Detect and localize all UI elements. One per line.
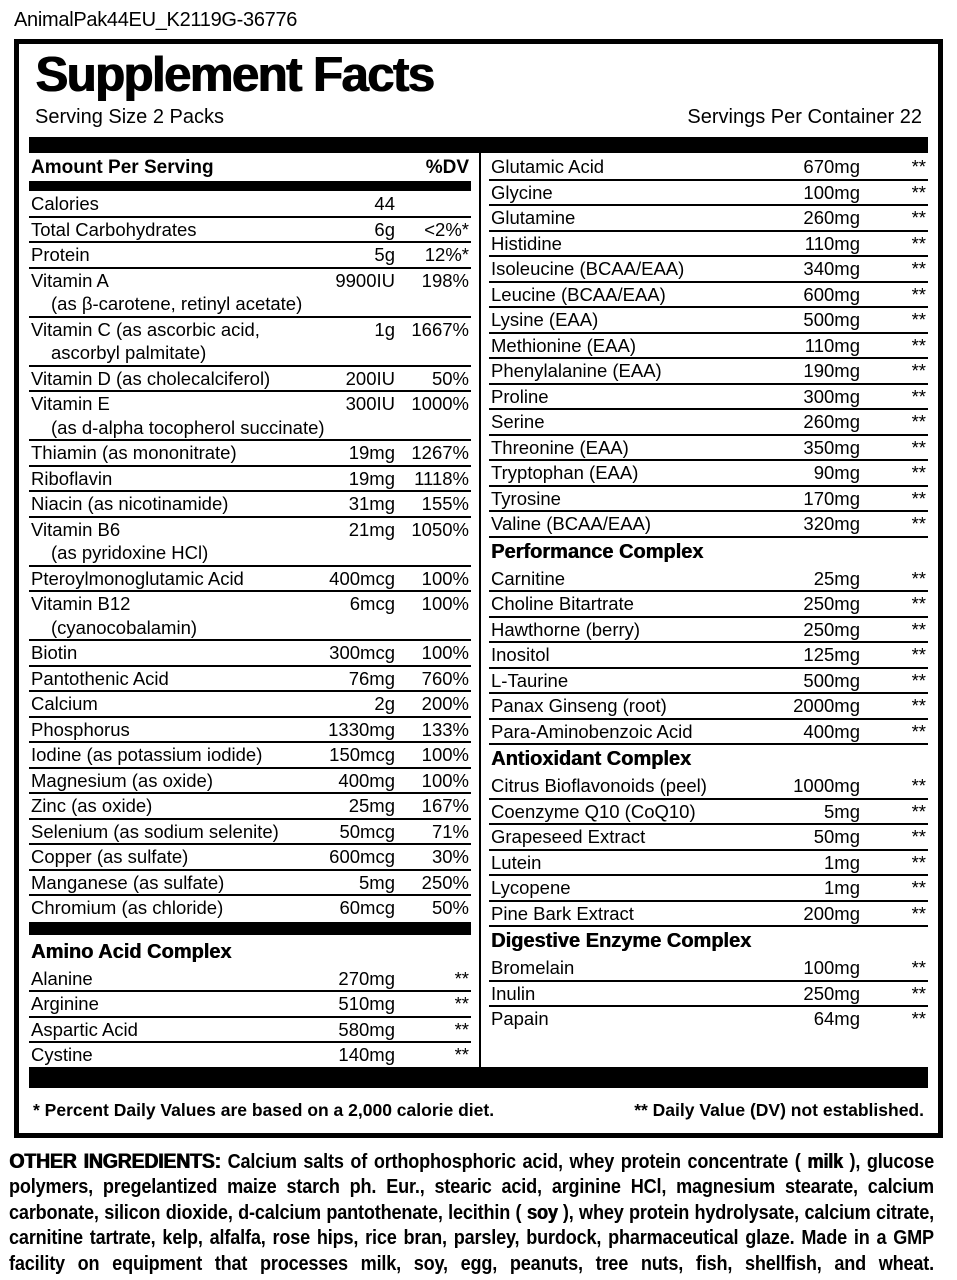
nutrient-dv: 1050% <box>411 518 469 540</box>
nutrient-name: Pantothenic Acid <box>31 667 169 689</box>
nutrient-row <box>489 980 928 1006</box>
nutrient-dv: ** <box>911 360 926 381</box>
nutrient-amount: 31mg <box>348 493 395 514</box>
nutrient-amount: 6mcg <box>349 593 395 614</box>
footnote-not-established: ** Daily Value (DV) not established. <box>634 1099 924 1120</box>
nutrient-amount: 76mg <box>348 667 395 689</box>
nutrient-dv: 100% <box>421 567 469 589</box>
nutrient-amount: 200IU <box>345 367 395 389</box>
nutrient-name: Phenylalanine (EAA) <box>491 360 662 381</box>
nutrient-dv: 1667% <box>411 318 469 340</box>
nutrient-dv: ** <box>911 902 926 924</box>
nutrient-amount: 300mg <box>803 385 860 407</box>
nutrient-name: Isoleucine (BCAA/EAA) <box>491 258 685 279</box>
nutrient-amount: 25mg <box>813 567 860 589</box>
nutrient-row <box>29 818 471 844</box>
nutrient-amount: 9900IU <box>335 269 395 291</box>
nutrient-row <box>489 204 928 230</box>
nutrient-dv: ** <box>454 967 469 989</box>
nutrient-subname: (cyanocobalamin) <box>51 616 198 638</box>
nutrient-name: Inulin <box>491 982 536 1004</box>
thick-divider-top <box>29 137 928 153</box>
servings-per-container: Servings Per Container 22 <box>687 106 922 128</box>
nutrient-name: Chromium (as chloride) <box>31 897 224 918</box>
nutrient-amount: 5mg <box>359 871 395 893</box>
nutrient-dv: ** <box>911 567 926 589</box>
nutrient-row <box>29 267 471 316</box>
nutrient-dv: 200% <box>421 693 469 714</box>
nutrient-amount: 250mg <box>803 593 860 614</box>
nutrient-row <box>489 874 928 900</box>
nutrient-dv: 50% <box>431 367 469 389</box>
amount-per-serving-label: Amount Per Serving <box>31 157 214 178</box>
nutrient-name: Para-Aminobenzoic Acid <box>491 720 693 742</box>
column-header <box>29 155 471 181</box>
nutrient-row <box>489 774 928 798</box>
nutrient-row <box>489 1005 928 1031</box>
nutrient-row <box>489 823 928 849</box>
nutrient-amount: 100mg <box>803 957 860 978</box>
nutrient-amount: 400mg <box>803 720 860 742</box>
nutrient-dv: 1267% <box>411 442 469 463</box>
nutrient-amount: 60mcg <box>339 897 395 918</box>
nutrient-name: Vitamin A <box>31 269 109 291</box>
nutrient-amount: 270mg <box>338 967 395 989</box>
nutrient-row <box>29 192 471 216</box>
nutrient-dv: ** <box>911 156 926 177</box>
nutrient-row <box>29 665 471 691</box>
nutrient-dv: ** <box>911 207 926 228</box>
nutrient-name: Pine Bark Extract <box>491 902 634 924</box>
nutrient-row <box>29 465 471 491</box>
nutrient-amount: 50mcg <box>339 820 395 842</box>
other-ingredients-paragraph <box>0 1149 943 1278</box>
digestive-rows <box>489 956 928 1031</box>
nutrient-dv: ** <box>911 695 926 716</box>
nutrient-row <box>29 316 471 365</box>
nutrient-row <box>489 567 928 591</box>
nutrient-row <box>29 390 471 439</box>
nutrient-row <box>489 798 928 824</box>
right-column <box>481 153 928 1067</box>
nutrient-name: Vitamin E <box>31 393 110 414</box>
nutrient-name: Citrus Bioflavonoids (peel) <box>491 775 707 796</box>
nutrient-row <box>489 510 928 536</box>
nutrient-row <box>489 641 928 667</box>
supplement-facts-panel <box>14 39 943 1138</box>
nutrient-name: Thiamin (as mononitrate) <box>31 442 237 463</box>
nutrient-name: Coenzyme Q10 (CoQ10) <box>491 800 696 822</box>
nutrient-columns <box>29 153 928 1067</box>
nutrient-amount: 44 <box>374 193 395 214</box>
nutrient-name: Copper (as sulfate) <box>31 846 189 867</box>
header-bar <box>29 181 471 191</box>
nutrient-dv: ** <box>911 411 926 432</box>
nutrient-dv: 198% <box>421 269 469 291</box>
nutrient-row <box>489 408 928 434</box>
nutrient-amount: 250mg <box>803 982 860 1004</box>
nutrient-dv: ** <box>911 593 926 614</box>
nutrient-amount: 25mg <box>348 795 395 816</box>
nutrient-name: Calcium <box>31 693 98 714</box>
nutrient-amount: 110mg <box>804 334 860 356</box>
nutrient-row <box>489 357 928 383</box>
nutrient-amount: 19mg <box>348 467 395 489</box>
nutrient-dv: 1000% <box>411 393 469 414</box>
nutrient-amount: 50mg <box>813 826 860 847</box>
nutrient-dv: <2%* <box>424 218 469 240</box>
nutrient-row <box>489 616 928 642</box>
nutrient-name: Hawthorne (berry) <box>491 618 641 640</box>
nutrient-row <box>29 690 471 716</box>
nutrient-row <box>29 439 471 465</box>
doc-code: AnimalPak44EU_K2119G-36776 <box>14 9 298 31</box>
nutrient-amount: 140mg <box>338 1044 395 1065</box>
nutrient-name: Vitamin B12 <box>31 593 131 614</box>
nutrient-row <box>29 767 471 793</box>
serving-size: Serving Size 2 Packs <box>35 106 224 128</box>
nutrient-name: Calories <box>31 193 99 214</box>
nutrient-dv: 100% <box>421 769 469 791</box>
section-divider-bar <box>29 922 471 935</box>
nutrient-row <box>29 565 471 591</box>
nutrient-dv: ** <box>454 1018 469 1040</box>
nutrient-amount: 64mg <box>813 1008 860 1029</box>
nutrient-subname: (as β-carotene, retinyl acetate) <box>51 293 303 314</box>
nutrient-name: Iodine (as potassium iodide) <box>31 744 263 765</box>
nutrient-name: Selenium (as sodium selenite) <box>31 820 279 842</box>
nutrient-dv: ** <box>911 258 926 279</box>
nutrient-amount: 1mg <box>824 877 860 898</box>
thick-divider-bottom <box>29 1067 928 1088</box>
nutrient-amount: 350mg <box>803 436 860 458</box>
nutrient-amount: 2g <box>374 693 395 714</box>
amino-rows-right <box>489 155 928 536</box>
nutrient-dv: ** <box>911 851 926 873</box>
nutrient-dv: ** <box>454 993 469 1014</box>
nutrient-name: Glutamic Acid <box>491 156 605 177</box>
nutrient-name: Riboflavin <box>31 467 113 489</box>
nutrient-row <box>489 230 928 256</box>
nutrient-name: Niacin (as nicotinamide) <box>31 493 229 514</box>
nutrient-amount: 1g <box>374 318 395 340</box>
nutrient-dv: 71% <box>431 820 469 842</box>
nutrient-row <box>489 718 928 744</box>
nutrient-dv: ** <box>911 334 926 356</box>
nutrient-name: Glycine <box>491 181 553 203</box>
nutrient-amount: 190mg <box>803 360 860 381</box>
nutrient-name: Manganese (as sulfate) <box>31 871 225 893</box>
nutrient-dv: ** <box>911 644 926 665</box>
dv-header-label: %DV <box>425 157 469 178</box>
nutrient-amount: 21mg <box>348 518 395 540</box>
ingredients-segment: milk <box>807 1150 843 1173</box>
nutrient-row <box>29 741 471 767</box>
nutrient-amount: 90mg <box>813 462 860 483</box>
nutrient-name: Magnesium (as oxide) <box>31 769 213 791</box>
nutrient-name: Methionine (EAA) <box>491 334 636 356</box>
nutrient-name: Phosphorus <box>31 718 130 740</box>
nutrient-amount: 670mg <box>803 156 860 177</box>
nutrient-amount: 600mg <box>803 283 860 305</box>
nutrient-dv: 167% <box>421 795 469 816</box>
nutrient-dv: 760% <box>421 667 469 689</box>
nutrient-amount: 170mg <box>803 487 860 509</box>
nutrient-row <box>29 792 471 818</box>
nutrient-amount: 5mg <box>824 800 860 822</box>
nutrient-name: Arginine <box>31 993 99 1014</box>
ingredients-segment: Calcium salts of orthophosphoric acid, whey protein concentrate ( <box>227 1150 801 1173</box>
nutrient-row <box>489 383 928 409</box>
nutrient-dv: 30% <box>431 846 469 867</box>
nutrient-row <box>29 843 471 869</box>
nutrient-name: Lutein <box>491 851 542 873</box>
nutrient-amount: 400mcg <box>329 567 395 589</box>
nutrient-row <box>489 692 928 718</box>
nutrient-dv: ** <box>911 775 926 796</box>
nutrient-dv: ** <box>911 800 926 822</box>
nutrient-name: Serine <box>491 411 545 432</box>
nutrient-dv: ** <box>911 309 926 330</box>
nutrient-name: Vitamin B6 <box>31 518 121 540</box>
nutrient-name: Tyrosine <box>491 487 561 509</box>
nutrient-amount: 1mg <box>824 851 860 873</box>
nutrient-dv: ** <box>911 462 926 483</box>
nutrient-amount: 340mg <box>803 258 860 279</box>
nutrient-amount: 510mg <box>338 993 395 1014</box>
nutrient-row <box>29 365 471 391</box>
nutrient-name: Alanine <box>31 967 93 989</box>
nutrient-row <box>489 332 928 358</box>
nutrient-row <box>489 255 928 281</box>
nutrient-amount: 2000mg <box>793 695 860 716</box>
nutrient-name: Inositol <box>491 644 550 665</box>
nutrient-row <box>489 900 928 926</box>
nutrient-row <box>29 516 471 565</box>
nutrient-dv: ** <box>911 957 926 978</box>
nutrient-dv: 155% <box>421 493 469 514</box>
nutrient-amount: 250mg <box>803 618 860 640</box>
nutrient-amount: 1330mg <box>328 718 395 740</box>
performance-rows <box>489 567 928 744</box>
nutrient-dv: 1118% <box>414 467 469 489</box>
nutrient-name: Total Carbohydrates <box>31 218 197 240</box>
ingredients-segment: ), whey protein hydrolysate, calcium citrate, carnitine tartrate, kelp, alfalfa, rose hips, rice bran, parsley, burdock, pharmaceutical glaze. Made in a GMP facility on equipment that processes milk, soy, egg, peanuts, tree nuts, fish, shellfish, and wheat. <box>9 1201 934 1275</box>
antioxidant-rows <box>489 774 928 925</box>
nutrient-amount: 150mcg <box>329 744 395 765</box>
nutrient-dv: 100% <box>421 593 469 614</box>
nutrient-row <box>489 155 928 179</box>
nutrient-row <box>29 490 471 516</box>
nutrient-dv: ** <box>911 513 926 534</box>
nutrient-name: Aspartic Acid <box>31 1018 138 1040</box>
nutrient-subname: (as pyridoxine HCl) <box>51 542 209 563</box>
nutrient-amount: 500mg <box>803 309 860 330</box>
nutrient-dv: 100% <box>421 642 469 663</box>
nutrient-amount: 300IU <box>345 393 395 414</box>
nutrient-dv: ** <box>911 385 926 407</box>
nutrient-dv: ** <box>911 669 926 691</box>
nutrient-amount: 260mg <box>803 411 860 432</box>
nutrient-dv: ** <box>911 826 926 847</box>
nutrient-subname: (as d-alpha tocopherol succinate) <box>51 416 325 438</box>
nutrient-amount: 1000mg <box>793 775 860 796</box>
nutrient-dv: ** <box>911 618 926 640</box>
nutrient-dv: ** <box>911 487 926 509</box>
nutrient-dv: 133% <box>421 718 469 740</box>
nutrient-amount: 400mg <box>338 769 395 791</box>
nutrient-amount: 300mcg <box>329 642 395 663</box>
nutrient-row <box>489 434 928 460</box>
section-header-performance: Performance Complex <box>489 536 928 567</box>
nutrient-dv: ** <box>911 181 926 203</box>
nutrient-row <box>489 281 928 307</box>
section-header-antioxidant: Antioxidant Complex <box>489 743 928 774</box>
nutrient-name: Protein <box>31 244 90 265</box>
nutrient-dv: ** <box>911 232 926 254</box>
nutrient-name: Pteroylmonoglutamic Acid <box>31 567 244 589</box>
nutrient-name: Tryptophan (EAA) <box>491 462 639 483</box>
nutrient-row <box>29 869 471 895</box>
nutrient-name: Bromelain <box>491 957 575 978</box>
nutrient-amount: 500mg <box>803 669 860 691</box>
nutrient-row <box>489 956 928 980</box>
serving-info-row <box>29 103 928 137</box>
amino-rows-left <box>29 967 471 1067</box>
nutrient-name: Grapeseed Extract <box>491 826 646 847</box>
nutrient-amount: 320mg <box>803 513 860 534</box>
nutrient-name: L-Taurine <box>491 669 569 691</box>
nutrient-dv: ** <box>911 877 926 898</box>
nutrient-name: Lysine (EAA) <box>491 309 599 330</box>
nutrient-amount: 200mg <box>803 902 860 924</box>
nutrient-row <box>489 485 928 511</box>
nutrient-name: Choline Bitartrate <box>491 593 634 614</box>
nutrient-row <box>29 241 471 267</box>
nutrient-row <box>489 667 928 693</box>
nutrient-row <box>489 849 928 875</box>
nutrient-row <box>29 1041 471 1067</box>
nutrient-name: Histidine <box>491 232 562 254</box>
left-column <box>29 153 481 1067</box>
nutrient-row <box>489 179 928 205</box>
nutrient-dv: ** <box>454 1044 469 1065</box>
panel-title: Supplement Facts <box>35 48 434 102</box>
nutrient-amount: 19mg <box>348 442 395 463</box>
vitamin-mineral-rows <box>29 192 471 920</box>
nutrient-name: Carnitine <box>491 567 566 589</box>
nutrient-amount: 260mg <box>803 207 860 228</box>
nutrient-amount: 100mg <box>803 181 860 203</box>
nutrient-subname: ascorbyl palmitate) <box>51 342 207 363</box>
nutrient-row <box>29 1016 471 1042</box>
nutrient-row <box>29 590 471 639</box>
nutrient-name: Papain <box>491 1008 549 1029</box>
nutrient-name: Leucine (BCAA/EAA) <box>491 283 666 305</box>
nutrient-row <box>29 967 471 991</box>
ingredients-segment: soy <box>526 1201 558 1224</box>
nutrient-name: Vitamin C (as ascorbic acid, <box>31 318 260 340</box>
nutrient-amount: 125mg <box>803 644 860 665</box>
nutrient-name: Cystine <box>31 1044 93 1065</box>
nutrient-name: Biotin <box>31 642 78 663</box>
nutrient-row <box>29 716 471 742</box>
nutrient-amount: 6g <box>374 218 395 240</box>
nutrient-dv: 100% <box>421 744 469 765</box>
nutrient-dv: ** <box>911 720 926 742</box>
nutrient-row <box>29 216 471 242</box>
nutrient-name: Zinc (as oxide) <box>31 795 153 816</box>
nutrient-name: Proline <box>491 385 549 407</box>
nutrient-row <box>29 990 471 1016</box>
ingredients-segment: OTHER INGREDIENTS: <box>9 1148 228 1173</box>
nutrient-amount: 110mg <box>804 232 860 254</box>
nutrient-row <box>489 459 928 485</box>
ingredients-segment: ), glucose polymers, pregelantized maize starch ph. Eur., stearic acid, arginine HCl, magnesium stearate, calcium carbonate, silicon dioxide, d-calcium pantothenate, lecithin ( <box>9 1150 934 1224</box>
section-header-amino: Amino Acid Complex <box>31 940 232 963</box>
nutrient-name: Vitamin D (as cholecalciferol) <box>31 367 271 389</box>
nutrient-name: Threonine (EAA) <box>491 436 629 458</box>
nutrient-row <box>29 639 471 665</box>
nutrient-name: Panax Ginseng (root) <box>491 695 667 716</box>
nutrient-dv: ** <box>911 1008 926 1029</box>
nutrient-dv: 12%* <box>424 244 469 265</box>
nutrient-name: Valine (BCAA/EAA) <box>491 513 652 534</box>
nutrient-amount: 600mcg <box>329 846 395 867</box>
nutrient-name: Lycopene <box>491 877 571 898</box>
nutrient-row <box>489 306 928 332</box>
nutrient-row <box>489 590 928 616</box>
section-header-digestive: Digestive Enzyme Complex <box>489 925 928 956</box>
footnotes <box>29 1088 928 1133</box>
nutrient-dv: ** <box>911 283 926 305</box>
nutrient-row <box>29 894 471 920</box>
nutrient-dv: ** <box>911 982 926 1004</box>
footnote-daily-values: * Percent Daily Values are based on a 2,000 calorie diet. <box>33 1099 495 1120</box>
nutrient-dv: ** <box>911 436 926 458</box>
nutrient-dv: 250% <box>421 871 469 893</box>
nutrient-name: Glutamine <box>491 207 576 228</box>
nutrient-amount: 5g <box>374 244 395 265</box>
nutrient-dv: 50% <box>431 897 469 918</box>
nutrient-amount: 580mg <box>338 1018 395 1040</box>
